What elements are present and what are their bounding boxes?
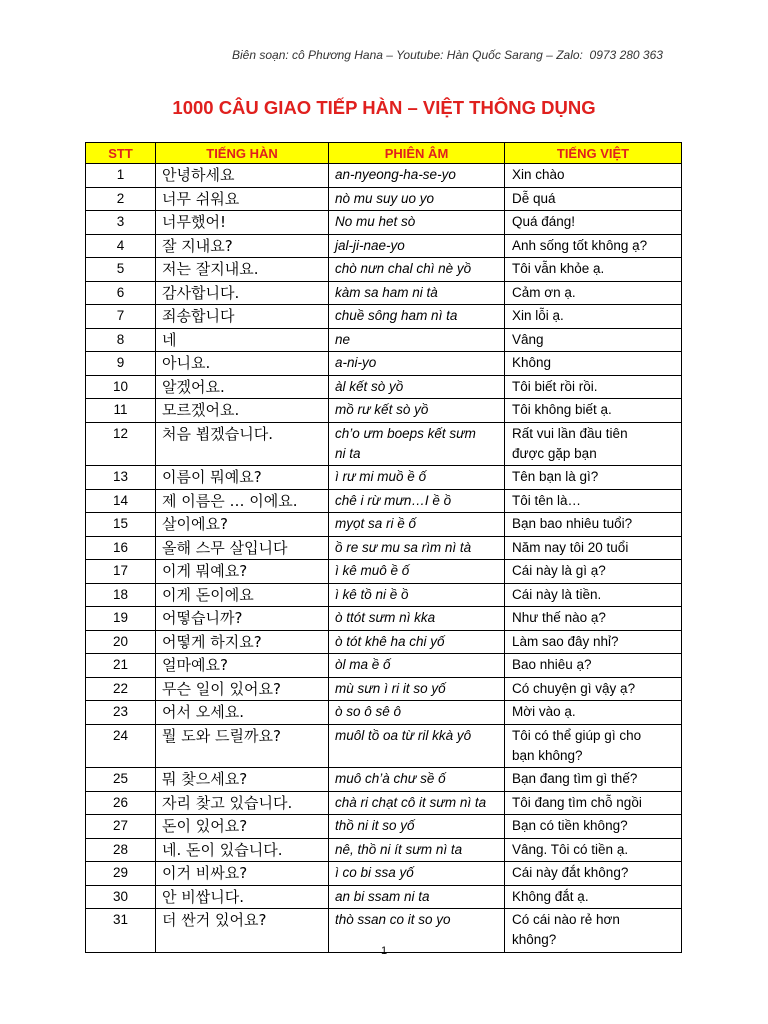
vietnamese-cell: Có cái nào rẻ hơn không? [505,909,682,953]
table-row [86,838,682,862]
phonetic-cell: ì kê tồ ni ề ồ [329,583,505,607]
table-row [86,701,682,725]
korean-cell: 네. 돈이 있습니다. [156,838,329,862]
korean-cell: 너무했어! [156,211,329,235]
column-header-phonetic: PHIÊN ÂM [329,143,505,164]
phonetic-cell: chê i rừ mưn…I ề ồ [329,489,505,513]
vietnamese-cell: Anh sống tốt không ạ? [505,234,682,258]
phonetic-cell: ò ttót sưm nì kka [329,607,505,631]
phonetic-cell: thò ssan co it so yo [329,909,505,953]
stt-cell: 10 [86,375,156,399]
korean-cell: 뭐 찾으세요? [156,768,329,792]
phonetic-cell: ồ re sư mu sa rìm nì tà [329,536,505,560]
vietnamese-cell: Vâng. Tôi có tiền ạ. [505,838,682,862]
table-row [86,536,682,560]
stt-cell: 15 [86,513,156,537]
stt-cell: 24 [86,724,156,768]
korean-cell: 올해 스무 살입니다 [156,536,329,560]
table-row [86,328,682,352]
korean-cell: 아니요. [156,352,329,376]
phonetic-cell: ì rư mi muồ ề ố [329,466,505,490]
korean-cell: 이거 비싸요? [156,862,329,886]
vietnamese-cell: Vâng [505,328,682,352]
phonetic-cell: No mu het sò [329,211,505,235]
vietnamese-cell: Tôi vẫn khỏe ạ. [505,258,682,282]
korean-cell: 안녕하세요 [156,164,329,188]
phonetic-cell: àl kết sò yồ [329,375,505,399]
phonetic-cell: ì co bi ssa yố [329,862,505,886]
korean-cell: 이게 돈이에요 [156,583,329,607]
stt-cell: 4 [86,234,156,258]
table-row [86,815,682,839]
stt-cell: 18 [86,583,156,607]
stt-cell: 8 [86,328,156,352]
phonetic-cell: kàm sa ham ni tà [329,281,505,305]
stt-cell: 2 [86,187,156,211]
page-number: 1 [380,945,388,957]
stt-cell: 25 [86,768,156,792]
table-row [86,466,682,490]
korean-cell: 뭘 도와 드릴까요? [156,724,329,768]
stt-cell: 17 [86,560,156,584]
stt-cell: 7 [86,305,156,329]
vietnamese-cell: Xin chào [505,164,682,188]
stt-cell: 3 [86,211,156,235]
column-header-stt: STT [86,143,156,164]
vietnamese-cell: Như thế nào ạ? [505,607,682,631]
vietnamese-cell: Dễ quá [505,187,682,211]
table-row [86,630,682,654]
phonetic-cell: chò nưn chal chì nè yồ [329,258,505,282]
stt-cell: 31 [86,909,156,953]
phonetic-cell: an bi ssam ni ta [329,885,505,909]
table-row [86,399,682,423]
korean-cell: 이게 뭐예요? [156,560,329,584]
table-header [86,143,682,164]
vietnamese-cell: Xin lỗi ạ. [505,305,682,329]
vietnamese-cell: Tôi có thể giúp gì cho bạn không? [505,724,682,768]
phonetic-cell: jal-ji-nae-yo [329,234,505,258]
vietnamese-cell: Cái này đắt không? [505,862,682,886]
stt-cell: 5 [86,258,156,282]
korean-cell: 어떻게 하지요? [156,630,329,654]
vietnamese-cell: Quá đáng! [505,211,682,235]
korean-cell: 너무 쉬워요 [156,187,329,211]
table-body [86,164,682,953]
korean-cell: 저는 잘지내요. [156,258,329,282]
korean-cell: 어떻습니까? [156,607,329,631]
table-row [86,583,682,607]
vietnamese-cell: Cái này là gì ạ? [505,560,682,584]
stt-cell: 28 [86,838,156,862]
stt-cell: 22 [86,677,156,701]
korean-cell: 더 싼거 있어요? [156,909,329,953]
table-row [86,352,682,376]
table-row [86,305,682,329]
phonetic-cell: ì kê muô ề ố [329,560,505,584]
vietnamese-cell: Làm sao đây nhỉ? [505,630,682,654]
table-row [86,791,682,815]
phonetic-cell: nê, thồ ni ít sưm nì ta [329,838,505,862]
header-row [86,143,682,164]
phonetic-cell: muôl tồ oa từ ril kkà yô [329,724,505,768]
table-row [86,654,682,678]
page-title: 1000 CÂU GIAO TIẾP HÀN – VIỆT THÔNG DỤNG [172,97,596,118]
vietnamese-cell: Không đắt ạ. [505,885,682,909]
korean-cell: 알겠어요. [156,375,329,399]
stt-cell: 30 [86,885,156,909]
korean-cell: 처음 뵙겠습니다. [156,422,329,466]
phrase-table [85,142,682,953]
phonetic-cell: nò mu suy uo yo [329,187,505,211]
vietnamese-cell: Rất vui lần đầu tiên được gặp bạn [505,422,682,466]
phonetic-cell: ne [329,328,505,352]
korean-cell: 제 이름은 … 이에요. [156,489,329,513]
vietnamese-cell: Bạn đang tìm gì thế? [505,768,682,792]
stt-cell: 29 [86,862,156,886]
stt-cell: 12 [86,422,156,466]
phonetic-cell: muô ch’à chư sề ố [329,768,505,792]
korean-cell: 네 [156,328,329,352]
vietnamese-cell: Bao nhiêu ạ? [505,654,682,678]
table-row [86,234,682,258]
vietnamese-cell: Cái này là tiền. [505,583,682,607]
stt-cell: 14 [86,489,156,513]
korean-cell: 무슨 일이 있어요? [156,677,329,701]
korean-cell: 어서 오세요. [156,701,329,725]
column-header-vietnamese: TIẾNG VIỆT [505,143,682,164]
table-row [86,724,682,768]
vietnamese-cell: Mời vào ạ. [505,701,682,725]
vietnamese-cell: Có chuyện gì vậy ạ? [505,677,682,701]
vietnamese-cell: Bạn có tiền không? [505,815,682,839]
table-row [86,885,682,909]
table-row [86,281,682,305]
phonetic-cell: mồ rư kết sò yồ [329,399,505,423]
phonetic-cell: an-nyeong-ha-se-yo [329,164,505,188]
stt-cell: 6 [86,281,156,305]
table-row [86,211,682,235]
phonetic-cell: thồ ni it so yố [329,815,505,839]
stt-cell: 11 [86,399,156,423]
column-header-korean: TIẾNG HÀN [156,143,329,164]
korean-cell: 안 비쌉니다. [156,885,329,909]
phonetic-cell: chà ri chạt cô it sưm nì ta [329,791,505,815]
author-credit: Biên soạn: cô Phương Hana – Youtube: Hàn Quốc Sarang – Zalo: 0973 280 363 [232,48,663,62]
phonetic-cell: chuề sông ham nì ta [329,305,505,329]
stt-cell: 26 [86,791,156,815]
stt-cell: 20 [86,630,156,654]
table-row [86,375,682,399]
stt-cell: 27 [86,815,156,839]
stt-cell: 16 [86,536,156,560]
korean-cell: 감사합니다. [156,281,329,305]
table-row [86,258,682,282]
korean-cell: 모르겠어요. [156,399,329,423]
phonetic-cell: ch’o ưm boeps kết sưm ni ta [329,422,505,466]
stt-cell: 21 [86,654,156,678]
stt-cell: 19 [86,607,156,631]
korean-cell: 이름이 뭐예요? [156,466,329,490]
phonetic-cell: a-ni-yo [329,352,505,376]
table-row [86,164,682,188]
table-row [86,607,682,631]
table-row [86,677,682,701]
korean-cell: 잘 지내요? [156,234,329,258]
stt-cell: 13 [86,466,156,490]
korean-cell: 자리 찾고 있습니다. [156,791,329,815]
table-row [86,187,682,211]
phonetic-cell: mù sưn ì ri it so yố [329,677,505,701]
vietnamese-cell: Tôi không biết ạ. [505,399,682,423]
phonetic-cell: ò so ô sê ô [329,701,505,725]
phonetic-cell: òl ma ề ố [329,654,505,678]
table-row [86,560,682,584]
vietnamese-cell: Tôi tên là… [505,489,682,513]
stt-cell: 9 [86,352,156,376]
vietnamese-cell: Tên bạn là gì? [505,466,682,490]
stt-cell: 1 [86,164,156,188]
korean-cell: 돈이 있어요? [156,815,329,839]
table-row [86,513,682,537]
korean-cell: 살이에요? [156,513,329,537]
vietnamese-cell: Tôi đang tìm chỗ ngồi [505,791,682,815]
vietnamese-cell: Năm nay tôi 20 tuổi [505,536,682,560]
phonetic-cell: ò tót khê ha chi yố [329,630,505,654]
vietnamese-cell: Cảm ơn ạ. [505,281,682,305]
table-row [86,768,682,792]
table-row [86,489,682,513]
vietnamese-cell: Bạn bao nhiêu tuổi? [505,513,682,537]
table-row [86,422,682,466]
korean-cell: 얼마예요? [156,654,329,678]
korean-cell: 죄송합니다 [156,305,329,329]
table-row [86,862,682,886]
vietnamese-cell: Không [505,352,682,376]
phonetic-cell: myọt sa ri ề ố [329,513,505,537]
stt-cell: 23 [86,701,156,725]
vietnamese-cell: Tôi biết rồi rồi. [505,375,682,399]
